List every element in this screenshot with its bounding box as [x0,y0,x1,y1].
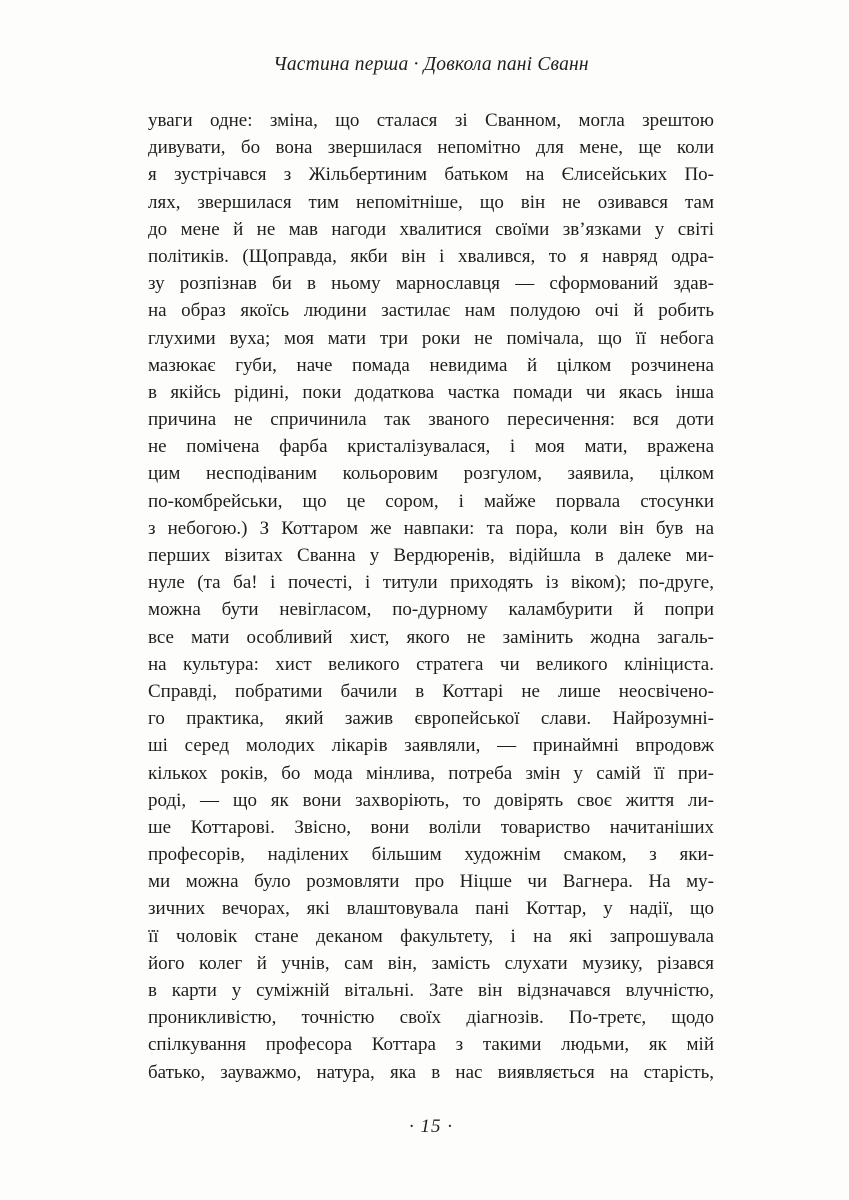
text-line: нуле (та ба! і почесті, і титули приходять із віком); по-друге, [148,572,714,594]
text-line: зу розпізнав би в ньому марнославця — сформований здав- [148,273,714,295]
text-line: причина не спричинила так званого пересичення: вся доти [148,409,714,431]
text-line: його колег й учнів, сам він, замість слухати музику, різався [148,952,714,974]
text-line: можна бути невігласом, по-дурному каламбурити й попри [148,599,714,621]
text-line: мазюкає губи, наче помада невидима й цілком розчинена [148,354,714,376]
text-line: в якійсь рідині, поки додаткова частка помади чи якась інша [148,381,714,403]
text-line: ше Коттарові. Звісно, вони воліли товариство начитаніших [148,816,714,838]
body-text [148,107,714,1086]
text-line: все мати особливий хист, якого не замінить жодна загаль- [148,626,714,648]
text-line: уваги одне: зміна, що сталася зі Сванном, могла зрештою [148,110,714,131]
text-line: до мене й не мав нагоди хвалитися своїми зв’язками у світі [148,218,714,240]
text-line: з небогою.) З Коттаром же навпаки: та пора, коли він був на [148,517,714,539]
text-line: по-комбрейськи, що це сором, і майже порвала стосунки [148,490,714,512]
text-line: роді, — що як вони захворіють, то довірять своє життя ли- [148,789,714,811]
text-line: в карти у суміжній вітальні. Зате він відзначався влучністю, [148,980,714,1001]
text-line: не помічена фарба кристалізувалася, і моя мати, вражена [148,436,714,458]
text-line: ми можна було розмовляти про Ніцше чи Вагнера. На му- [148,871,714,893]
text-line: професорів, наділених більшим художнім смаком, з яки- [148,844,714,866]
page-number: · 15 · [409,1116,453,1137]
text-line: цим несподіваним кольоровим розгулом, заявила, цілком [148,463,714,485]
text-line: політиків. (Щоправда, якби він і хвалився, то я навряд одра- [148,245,714,267]
text-line: дивувати, бо вона звершилася непомітно для мене, ще коли [148,137,714,159]
text-line: на образ якоїсь людини застилає нам полудою очі й робить [148,300,714,322]
text-line: зичних вечорах, які влаштовувала пані Коттар, у надії, що [148,898,714,920]
text-line: проникливістю, точністю своїх діагнозів. По-третє, щодо [148,1007,714,1029]
text-line: лях, звершилася тим непомітніше, що він не озивався там [148,191,714,213]
text-line: спілкування професора Коттара з такими людьми, як мій [148,1034,714,1056]
text-line: на культура: хист великого стратега чи великого клініциста. [148,653,714,675]
text-line: го практика, який зажив європейської слави. Найрозумні- [148,708,714,730]
text-line: я зустрічався з Жільбертиним батьком на Єлисейських По- [148,164,714,186]
running-head: Частина перша · Довкола пані Сванн [273,54,589,75]
text-line: кількох років, бо мода мінлива, потреба змін у самій її при- [148,762,714,784]
text-line: глухими вуха; моя мати три роки не помічала, що її небога [148,327,714,349]
text-line: перших візитах Сванна у Вердюренів, відійшла в далеке ми- [148,545,714,566]
text-line: батько, зауважмо, натура, яка в нас виявляється на старість, [148,1061,714,1083]
text-line: Справді, побратими бачили в Коттарі не лише неосвічено- [148,680,714,702]
text-line: ші серед молодих лікарів заявляли, — принаймні впродовж [148,735,714,757]
text-line: її чоловік стане деканом факультету, і на які запрошувала [148,925,714,947]
